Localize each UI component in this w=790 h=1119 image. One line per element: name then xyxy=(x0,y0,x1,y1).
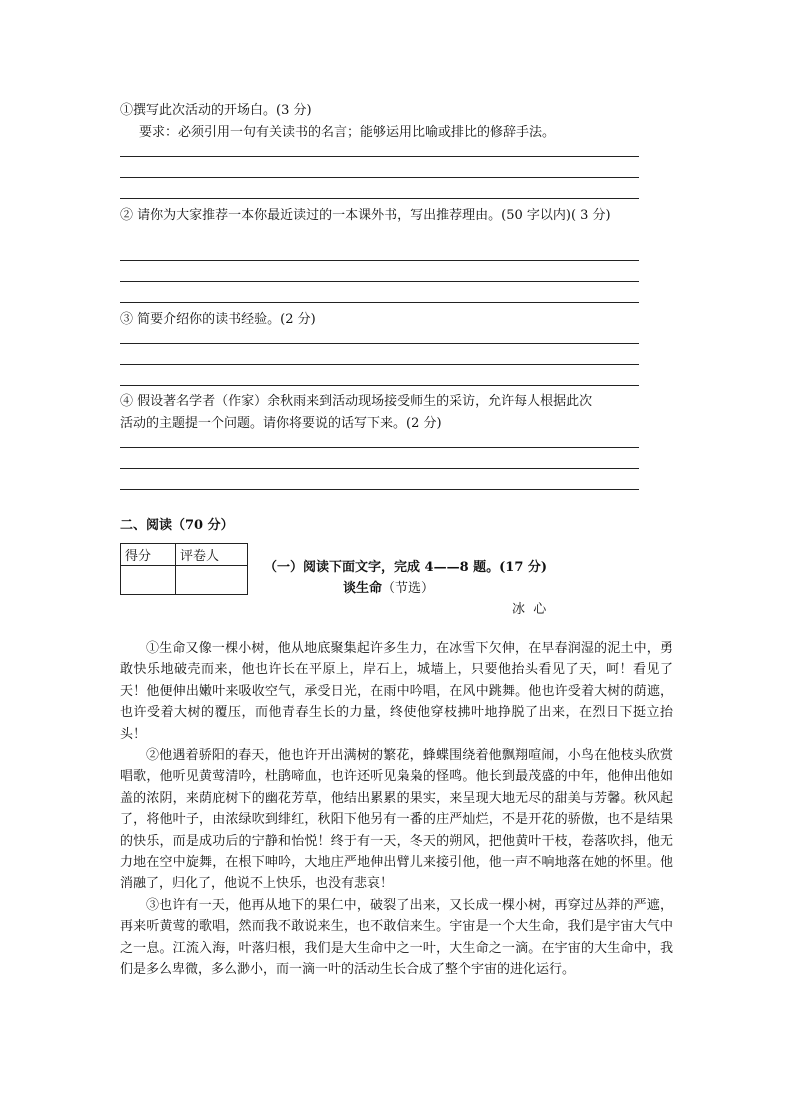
essay-paragraph-3: ③也许有一天，他再从地下的果仁中，破裂了出来，又长成一棵小树，再穿过丛莽的严遮，再来听黄莺的歌唱，然而我不敢说来生，也不敢信来生。宇宙是一个大生命，我们是宇宙大气中之一息。江流入海，叶落归根，我们是大生命中之一叶，大生命之一滴。在宇宙的大生命中，我们是多么卑微，多么渺小，而一滴一叶的活动生长合成了整个宇宙的进化运行。 xyxy=(120,897,673,978)
answer-line[interactable] xyxy=(120,364,639,365)
answer-line[interactable] xyxy=(120,343,639,344)
score-header: 得分 xyxy=(121,544,176,566)
answer-line[interactable] xyxy=(120,468,639,469)
answer-line[interactable] xyxy=(120,156,639,157)
essay-author: 冰 心 xyxy=(512,602,547,617)
question-1-requirement: 要求：必须引用一句有关读书的名言；能够运用比喻或排比的修辞手法。 xyxy=(139,125,556,140)
question-4-title-line2: 活动的主题提一个问题。请你将要说的话写下来。(2 分) xyxy=(120,416,442,431)
essay-note: （节选） xyxy=(382,581,435,596)
answer-line[interactable] xyxy=(120,177,639,178)
question-1-title: ①撰写此次活动的开场白。(3 分) xyxy=(120,103,312,118)
answer-line[interactable] xyxy=(120,198,639,199)
score-cell[interactable] xyxy=(121,566,176,595)
question-2-title: ② 请你为大家推荐一本你最近读过的一本课外书，写出推荐理由。(50 字以内)( 3 分) xyxy=(120,208,611,223)
reading-instruction: （一）阅读下面文字，完成 4——8 题。(17 分) xyxy=(264,560,548,575)
grader-header: 评卷人 xyxy=(176,544,248,566)
essay-body xyxy=(120,638,673,981)
question-4-title-line1: ④ 假设著名学者（作家）余秋雨来到活动现场接受师生的采访，允许每人根据此次 xyxy=(120,394,593,409)
essay-paragraph-1: ①生命又像一棵小树，他从地底聚集起许多生力，在冰雪下欠伸，在早春润湿的泥土中，勇敢快乐地破壳而来，他也许长在平原上，岸石上，城墙上，只要他抬头看见了天，呵！看见了天！他便伸出嫩叶来吸收空气，承受日光，在雨中吟唱，在风中跳舞。他也许受着大树的荫遮，也许受着大树的覆压，而他青春生长的力量，终使他穿枝拂叶地挣脱了出来，在烈日下挺立抬头！ xyxy=(120,641,673,742)
answer-line[interactable] xyxy=(120,385,639,386)
answer-line[interactable] xyxy=(120,447,639,448)
essay-title: 谈生命 xyxy=(343,581,383,596)
essay-title-block xyxy=(343,577,434,596)
score-table xyxy=(120,543,248,595)
answer-line[interactable] xyxy=(120,489,639,490)
answer-line[interactable] xyxy=(120,302,639,303)
question-3-title: ③ 简要介绍你的读书经验。(2 分) xyxy=(120,312,316,327)
essay-paragraph-2: ②他遇着骄阳的春天，他也许开出满树的繁花，蜂蝶围绕着他飘翔喧闹，小鸟在他枝头欣赏唱歌，他听见黄莺清吟，杜鹃啼血，也许还听见枭枭的怪鸣。他长到最茂盛的中年，他伸出他如盖的浓阴，来荫庇树下的幽花芳草，他结出累累的果实，来呈现大地无尽的甜美与芳馨。秋风起了，将他叶子，由浓绿吹到绯红，秋阳下他另有一番的庄严灿烂，不是开花的骄傲，也不是结果的快乐，而是成功后的宁静和怡悦！终于有一天，冬天的朔风，把他黄叶干枝，卷落吹抖，他无力地在空中旋舞，在根下呻吟，大地庄严地伸出臂儿来接引他，他一声不响地落在她的怀里。他消融了，归化了，他说不上快乐，也没有悲哀！ xyxy=(120,748,673,892)
grader-cell[interactable] xyxy=(176,566,248,595)
answer-line[interactable] xyxy=(120,260,639,261)
section-heading: 二、阅读（70 分） xyxy=(120,518,234,533)
answer-line[interactable] xyxy=(120,281,639,282)
